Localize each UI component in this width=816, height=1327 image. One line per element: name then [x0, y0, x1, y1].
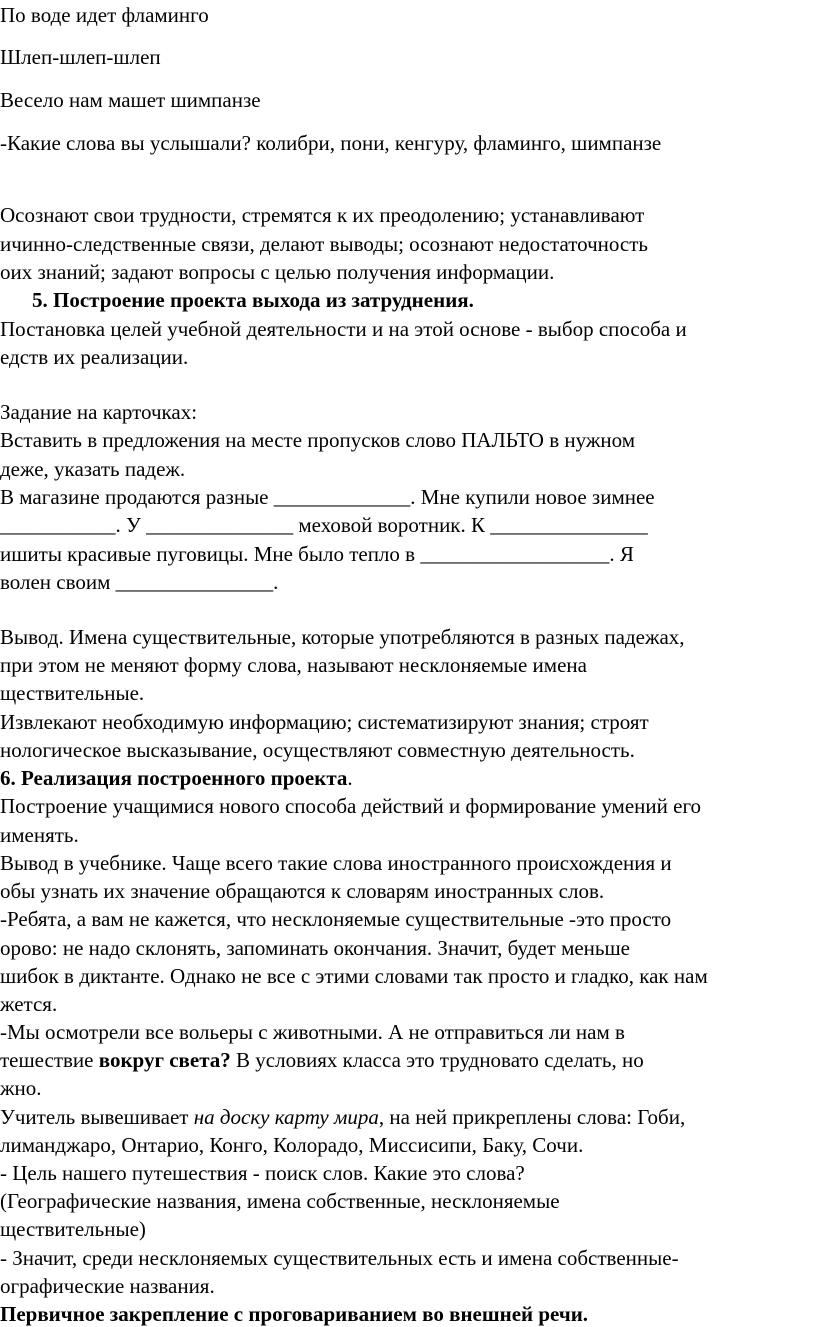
text-line: едств их реализации. [0, 345, 189, 369]
text-line: Вставить в предложения на месте пропусков слово ПАЛЬТО в нужном [0, 428, 635, 452]
text-line: жется. [0, 992, 58, 1016]
section-heading [0, 765, 353, 791]
text-line: Извлекают необходимую информацию; систематизируют знания; строят [0, 710, 649, 734]
teacher-pre: Учитель вывешивает [0, 1105, 194, 1129]
text-line: шибок в диктанте. Однако не все с этими словами так просто и гладко, как нам [0, 964, 708, 988]
text-line: Шлеп-шлеп-шлеп [0, 45, 161, 69]
text-line: ществительные. [0, 681, 145, 705]
text-line: обы узнать их значение обращаются к словарям иностранных слов. [0, 879, 605, 903]
text-line: ичинно-следственные связи, делают выводы; осознают недостаточность [0, 232, 648, 256]
text-line: деже, указать падеж. [0, 457, 186, 481]
section-heading-bold: 6. Реализация построенного проекта [0, 766, 348, 790]
section-heading: Первичное закрепление с проговариванием во внешней речи. [0, 1302, 589, 1326]
text-line: именять. [0, 823, 79, 847]
text-line: жно. [0, 1076, 42, 1100]
teacher-italic: на доску карту мира [193, 1105, 379, 1129]
text-line: Постановка целей учебной деятельности и на этой основе - выбор способа и [0, 317, 687, 341]
text-line: - Цель нашего путешествия - поиск слов. Какие это слова? [0, 1161, 525, 1185]
text-line: орово: не надо склонять, запоминать окончания. Значит, будет меньше [0, 936, 630, 960]
text-line: Задание на карточках: [0, 400, 198, 424]
text-line: (Географические названия, имена собственные, несклоняемые [0, 1189, 560, 1213]
exercise-line: ___________. У ______________ меховой воротник. К _______________ [0, 513, 648, 537]
text-line: Осознают свои трудности, стремятся к их преодолению; устанавливают [0, 203, 645, 227]
text-line: нологическое высказывание, осуществляют совместную деятельность. [0, 738, 635, 762]
text-line: - Значит, среди несклоняемых существительных есть и имена собственные- [0, 1246, 679, 1270]
text-line: оих знаний; задают вопросы с целью получения информации. [0, 260, 555, 284]
trip-bold: вокруг света? [98, 1048, 231, 1072]
text-line: лиманджаро, Онтарио, Конго, Колорадо, Миссисипи, Баку, Сочи. [0, 1133, 584, 1157]
text-line: при этом не меняют форму слова, называют несклоняемые имена [0, 653, 587, 677]
text-line: Весело нам машет шимпанзе [0, 88, 261, 112]
heading-tail: . [347, 766, 353, 790]
text-line: Построение учащимися нового способа действий и формирование умений его [0, 794, 702, 818]
text-line [0, 1104, 685, 1130]
teacher-post: , на ней прикреплены слова: Гоби, [378, 1105, 686, 1129]
exercise-line: волен своим _______________. [0, 570, 279, 594]
text-line: Вывод. Имена существительные, которые употребляются в разных падежах, [0, 625, 685, 649]
exercise-line: В магазине продаются разные _____________. Мне купили новое зимнее [0, 485, 655, 509]
trip-post: В условиях класса это трудновато сделать, но [230, 1048, 644, 1072]
trip-pre: тешествие [0, 1048, 99, 1072]
text-line: ществительные) [0, 1217, 146, 1241]
text-line: ографические названия. [0, 1274, 215, 1298]
text-line: -Мы осмотрели все вольеры с животными. А не отправиться ли нам в [0, 1020, 625, 1044]
section-heading: 5. Построение проекта выхода из затруднения. [32, 288, 474, 312]
text-line: -Ребята, а вам не кажется, что несклоняемые существительные -это просто [0, 907, 672, 931]
text-line [0, 1047, 644, 1073]
text-line: Вывод в учебнике. Чаще всего такие слова иностранного происхождения и [0, 851, 672, 875]
text-line: -Какие слова вы услышали? колибри, пони, кенгуру, фламинго, шимпанзе [0, 131, 662, 155]
text-line: По воде идет фламинго [0, 3, 209, 27]
exercise-line: ишиты красивые пуговицы. Мне было тепло в __________________. Я [0, 542, 634, 566]
